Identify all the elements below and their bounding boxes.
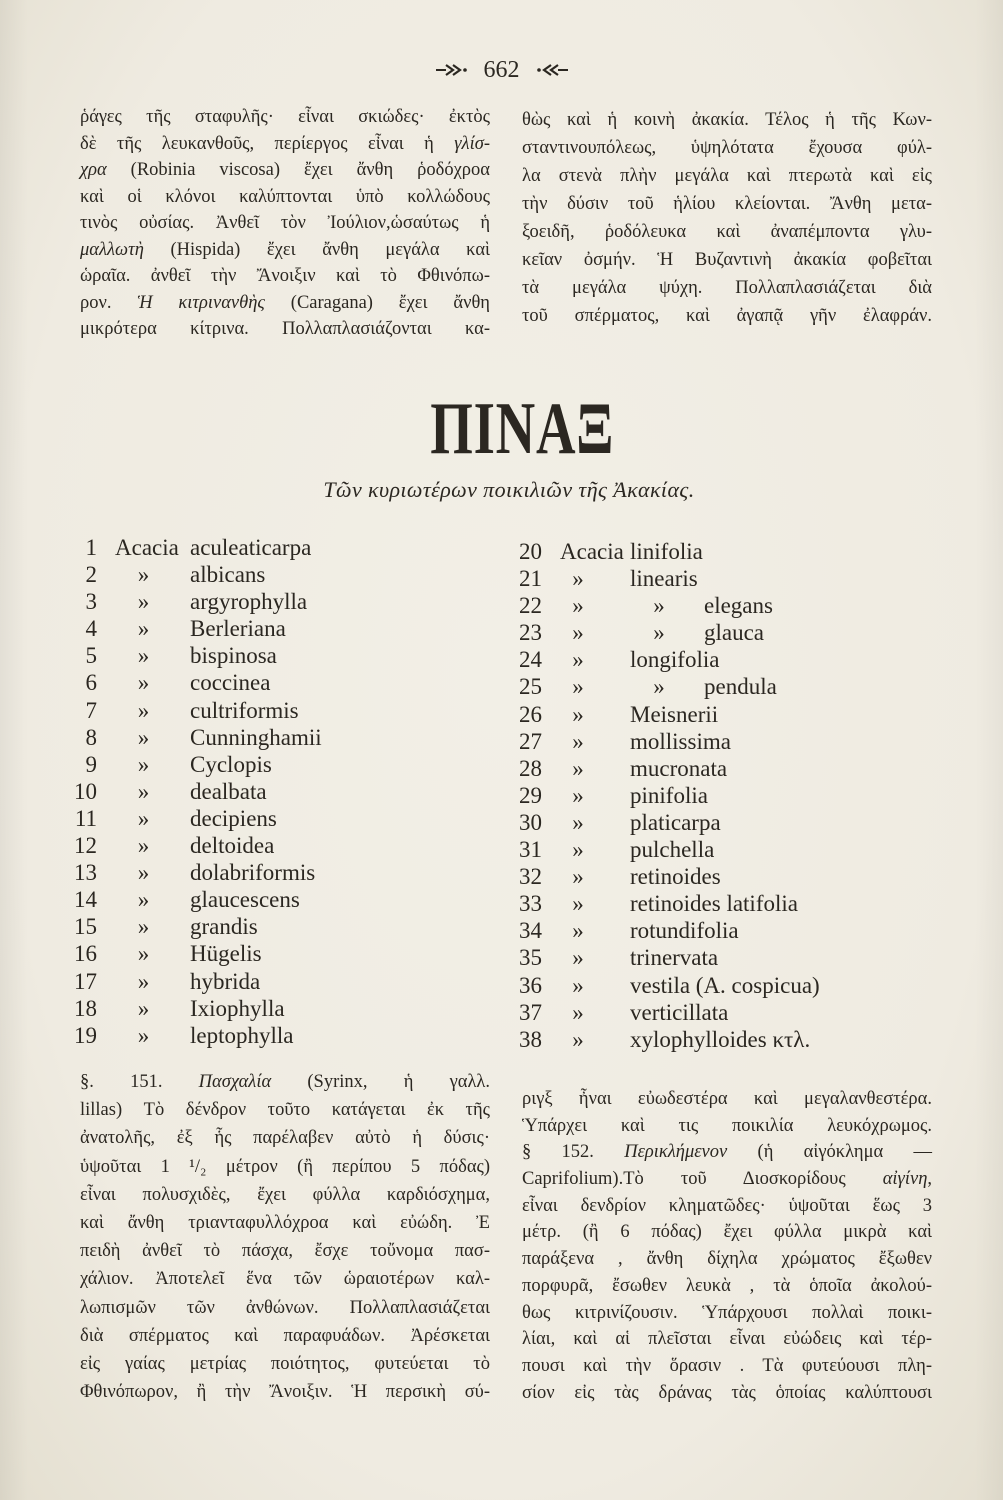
ditto-mark: » <box>572 837 584 863</box>
variety-name: albicans <box>190 562 266 588</box>
ditto-mark: » <box>572 755 584 781</box>
variety-number: 15 <box>74 914 97 940</box>
variety-number: 27 <box>519 728 542 754</box>
variety-number: 13 <box>74 860 97 886</box>
text-line <box>522 134 932 162</box>
ditto-mark: » <box>137 616 150 642</box>
variety-genus: Acacia <box>115 535 179 560</box>
text-line <box>80 1181 490 1209</box>
text-segment: lillas) Τὸ δένδρον τοῦτο κατάγεται ἐκ τῆς <box>80 1100 490 1121</box>
variety-name: Ixiophylla <box>190 995 285 1021</box>
variety-row <box>60 805 480 832</box>
variety-name: platicarpa <box>630 809 721 835</box>
variety-number: 35 <box>519 945 542 971</box>
variety-number: 34 <box>519 918 542 944</box>
text-segment: διὰ σπέρματος καὶ παραφυάδων. Ἀρέσκεται <box>80 1325 490 1346</box>
variety-number: 24 <box>519 647 542 673</box>
variety-name: dolabriformis <box>190 860 316 886</box>
text-segment: ριγξ ἦναι εὐωδεστέρα καὶ μεγαλανθεστέρα. <box>522 1089 932 1109</box>
variety-name: retinoides <box>630 864 721 890</box>
variety-row <box>500 944 940 971</box>
ditto-mark: » <box>137 778 150 804</box>
variety-number: 19 <box>74 1022 97 1048</box>
variety-name: argyrophylla <box>190 589 308 615</box>
variety-name: aculeaticarpa <box>190 535 312 560</box>
ditto-mark: » <box>572 1026 584 1052</box>
top-right-text-column <box>522 106 932 330</box>
variety-number: 8 <box>85 724 97 750</box>
text-segment: § 152. <box>522 1142 625 1163</box>
variety-row <box>500 592 940 619</box>
text-segment: δὲ τῆς λευκανθοῦς, περίεργος εἶναι ἡ <box>80 133 455 154</box>
text-segment: καὶ ἄνθη τριανταφυλλόχροα καὶ εὐώδη. Ἐ <box>80 1212 490 1233</box>
variety-row <box>60 859 480 886</box>
variety-name: mollissima <box>630 728 731 754</box>
variety-number: 18 <box>74 995 97 1021</box>
text-segment: τινὸς οὐσίας. Ἀνθεῖ τὸν Ἰούλιον,ὡσαύτως ἡ <box>80 213 490 233</box>
variety-name: vestila (A. cospicua) <box>630 972 820 998</box>
variety-name: hybrida <box>190 968 261 994</box>
ditto-mark: » <box>572 701 584 727</box>
ditto-mark: » <box>137 968 150 994</box>
text-segment: ῥάγες τῆς σταφυλῆς· εἶναι σκιώδες· ἐκτὸς <box>80 107 490 127</box>
text-segment: πορφυρᾶ, ἔσωθεν λευκὰ , τὰ ὁποῖα ἀκολού- <box>522 1275 932 1296</box>
variety-row <box>60 832 480 859</box>
text-segment: ὡραῖα. ἀνθεῖ τὴν Ἄνοιξιν καὶ τὸ Φθινόπω- <box>80 266 490 286</box>
text-line <box>80 104 490 131</box>
variety-number: 12 <box>74 833 97 859</box>
text-segment: μέτρ. (ἢ 6 πόδας) ἔχει φύλλα μικρὰ καὶ <box>522 1222 932 1243</box>
variety-name: elegans <box>704 593 773 619</box>
text-line <box>522 246 932 274</box>
variety-row <box>60 751 480 778</box>
ditto-mark: » <box>137 562 150 588</box>
text-line <box>80 1350 490 1378</box>
variety-number: 32 <box>519 864 542 890</box>
text-segment: τοῦ σπέρματος, καὶ ἀγαπᾷ γῆν ἐλαφράν. <box>522 306 932 326</box>
variety-number: 25 <box>519 674 542 700</box>
text-line <box>522 302 932 330</box>
variety-name: rotundifolia <box>630 918 739 944</box>
text-line <box>522 1139 932 1166</box>
page-number: 662 <box>483 57 520 84</box>
variety-number: 23 <box>519 620 542 646</box>
italic-text-segment: Πασχαλία <box>198 1072 272 1092</box>
variety-list-right <box>500 538 940 1053</box>
ditto-mark: » <box>137 670 150 696</box>
variety-name: cultriformis <box>190 697 299 723</box>
variety-name: glaucescens <box>190 887 300 913</box>
variety-name: Cunninghamii <box>190 724 322 750</box>
variety-row <box>500 782 940 809</box>
variety-name: mucronata <box>630 755 728 781</box>
italic-text-segment: Ἡ κιτρινανθὴς <box>137 292 265 313</box>
ditto-mark: » <box>572 728 584 754</box>
variety-number: 26 <box>519 701 542 727</box>
variety-number: 28 <box>519 755 542 781</box>
variety-number: 5 <box>85 643 97 669</box>
ditto-mark: » <box>572 918 584 944</box>
variety-row <box>60 940 480 967</box>
text-line <box>522 1326 932 1353</box>
text-line <box>522 1193 932 1220</box>
ditto-mark-second: » <box>653 674 665 700</box>
text-segment: εἶναι δενδρίον κληματῶδες· ὑψοῦται ἕως 3 <box>522 1195 932 1216</box>
text-segment: Caprifolium).Τὸ τοῦ Διοσκορίδους <box>522 1169 883 1190</box>
variety-row <box>60 534 480 561</box>
text-line <box>80 316 490 343</box>
text-segment: (ἡ αἰγόκλημα — <box>727 1142 932 1163</box>
text-line <box>522 1086 932 1113</box>
ditto-mark: » <box>572 972 584 998</box>
text-line <box>80 1294 490 1322</box>
ditto-mark: » <box>137 751 150 777</box>
text-line <box>522 218 932 246</box>
text-segment: λωπισμῶν τῶν ἀνθώνων. Πολλαπλασιάζεται <box>80 1297 490 1318</box>
text-segment: χάλιον. Ἀποτελεῖ ἕνα τῶν ὡραιοτέρων καλ- <box>80 1269 490 1290</box>
variety-number: 37 <box>519 999 542 1025</box>
bottom-right-text-column <box>522 1086 932 1406</box>
variety-number: 21 <box>519 566 542 592</box>
ditto-mark: » <box>572 945 584 971</box>
ditto-mark: » <box>572 620 584 646</box>
variety-name: xylophylloides κτλ. <box>630 1026 811 1052</box>
variety-name: Hügelis <box>190 941 262 967</box>
text-line <box>80 1124 490 1152</box>
text-line <box>80 1096 490 1124</box>
text-segment: μικρότερα κίτρινα. Πολλαπλασιάζονται κα- <box>80 319 490 339</box>
text-segment: εἰς γαίας μετρίας ποιότητος, φυτεύεται τὸ <box>80 1353 490 1374</box>
text-line <box>522 162 932 190</box>
text-line <box>80 131 490 158</box>
ditto-mark: » <box>137 724 150 750</box>
variety-number: 4 <box>85 616 97 642</box>
text-segment: πειδὴ ἀνθεῖ τὸ πάσχα, ἔσχε τοὔνομα πασ- <box>80 1241 490 1262</box>
variety-list-left <box>60 534 480 1049</box>
ornament-right-graphic <box>534 62 570 78</box>
text-line <box>522 1353 932 1380</box>
ditto-mark: » <box>137 1022 150 1048</box>
variety-name: pendula <box>704 674 777 700</box>
variety-row <box>60 669 480 696</box>
variety-number: 9 <box>85 751 97 777</box>
variety-number: 11 <box>74 805 97 831</box>
text-line <box>80 1322 490 1350</box>
variety-name: pinifolia <box>630 782 708 808</box>
text-segment: , <box>927 1169 932 1190</box>
ditto-mark: » <box>137 995 150 1021</box>
variety-row <box>60 913 480 940</box>
ditto-mark: » <box>137 697 150 723</box>
text-segment: σίον εἰς τὰς δράνας τὰς ὁποίας καλύπτουσι <box>522 1382 932 1403</box>
variety-name: linifolia <box>630 539 703 564</box>
variety-name: grandis <box>190 914 258 940</box>
variety-row <box>500 1026 940 1053</box>
ditto-mark: » <box>137 643 150 669</box>
variety-number: 6 <box>85 670 97 696</box>
text-line <box>80 1265 490 1293</box>
variety-row <box>500 538 940 565</box>
text-segment: ρον. <box>80 292 138 313</box>
text-segment: ἀνατολῆς, ἐξ ἧς παρέλαβεν αὐτὸ ἡ δύσις· <box>80 1128 490 1149</box>
text-segment: (Hispida) ἔχει ἄνθη μεγάλα καὶ <box>143 239 490 260</box>
variety-genus: Acacia <box>560 539 624 564</box>
variety-name: pulchella <box>630 837 715 863</box>
text-line <box>522 1113 932 1140</box>
variety-name: dealbata <box>190 778 267 804</box>
variety-name: Meisnerii <box>630 701 719 727</box>
variety-row <box>60 968 480 995</box>
top-left-text-column <box>80 104 490 343</box>
italic-text-segment: χρα <box>80 160 107 180</box>
italic-text-segment: Περικλήμενον <box>624 1142 728 1163</box>
text-segment: (Robinia viscosa) ἔχει ἄνθη ῥοδόχροα <box>106 160 490 180</box>
text-line <box>80 184 490 211</box>
variety-name: deltoidea <box>190 833 275 859</box>
text-line <box>80 1378 490 1406</box>
variety-row <box>500 917 940 944</box>
italic-text-segment: γλίσ- <box>454 133 490 154</box>
text-line <box>80 1153 490 1181</box>
table-subtitle: Τῶν κυριωτέρων ποικιλιῶν τῆς Ἀκακίας. <box>323 477 695 502</box>
table-title-box <box>372 388 672 470</box>
italic-text-segment: αἰγίνη <box>882 1169 928 1190</box>
variety-name: glauca <box>704 620 765 646</box>
text-segment: λα στενὰ πλὴν μεγάλα καὶ πτερωτὰ καὶ εἰς <box>522 166 932 186</box>
ditto-mark: » <box>137 833 150 859</box>
variety-row <box>500 565 940 592</box>
text-segment: §. 151. <box>80 1072 199 1092</box>
ditto-mark-second: » <box>653 593 665 619</box>
ornament-right-icon <box>534 62 570 78</box>
text-segment: κεῖαν ὀσμήν. Ἡ Βυζαντινὴ ἀκακία φοβεῖται <box>522 250 932 270</box>
ditto-mark: » <box>572 782 584 808</box>
variety-row <box>60 561 480 588</box>
variety-row <box>500 863 940 890</box>
text-line <box>522 1166 932 1193</box>
text-line <box>80 1068 490 1096</box>
text-segment: Φθινόπωρον, ἢ τὴν Ἄνοιξιν. Ἡ περσικὴ σύ- <box>80 1382 490 1403</box>
variety-number: 29 <box>519 782 542 808</box>
italic-text-segment: μαλλωτὴ <box>80 239 144 260</box>
text-line <box>522 1380 932 1407</box>
ditto-mark: » <box>137 589 150 615</box>
variety-name: leptophylla <box>190 1022 294 1048</box>
variety-row <box>60 588 480 615</box>
ornament-left-graphic <box>434 62 470 78</box>
variety-row <box>500 890 940 917</box>
variety-name: Berleriana <box>190 616 286 642</box>
text-line <box>80 237 490 264</box>
variety-number: 14 <box>74 887 97 913</box>
text-segment: σταντινουπόλεως, ὑψηλότατα ἔχουσα φύλ- <box>522 138 932 158</box>
variety-number: 38 <box>519 1026 542 1052</box>
text-line <box>522 1300 932 1327</box>
ditto-mark-second: » <box>653 620 665 646</box>
ditto-mark: » <box>137 941 150 967</box>
variety-number: 16 <box>74 941 97 967</box>
bottom-left-text-column <box>80 1068 490 1406</box>
ditto-mark: » <box>572 891 584 917</box>
variety-number: 10 <box>74 778 97 804</box>
text-segment: καὶ οἱ κλόνοι καλύπτονται ὑπὸ κολλώδους <box>80 186 490 207</box>
text-line <box>80 1237 490 1265</box>
ditto-mark: » <box>137 805 150 831</box>
text-segment: ὑψοῦται 1 ¹/₂ μέτρον (ἢ περίπου 5 πόδας) <box>80 1156 490 1177</box>
variety-row <box>60 724 480 751</box>
ditto-mark: » <box>572 674 584 700</box>
ditto-mark: » <box>572 566 584 592</box>
ornament-left-icon <box>434 62 470 78</box>
text-segment: τὰ μεγάλα ψύχη. Πολλαπλασιάζεται διὰ <box>522 278 932 298</box>
variety-name: decipiens <box>190 805 277 831</box>
variety-name: verticillata <box>630 999 729 1025</box>
variety-row <box>500 972 940 999</box>
variety-number: 3 <box>85 589 97 615</box>
ditto-mark: » <box>572 809 584 835</box>
variety-row <box>60 615 480 642</box>
variety-name: longifolia <box>630 647 720 673</box>
variety-number: 33 <box>519 891 542 917</box>
variety-number: 2 <box>85 562 97 588</box>
table-title: ΠΙΝΑΞ <box>430 388 614 470</box>
variety-row <box>60 697 480 724</box>
text-line <box>80 1209 490 1237</box>
variety-name: Cyclopis <box>190 751 272 777</box>
text-line <box>80 263 490 290</box>
text-line <box>80 210 490 237</box>
variety-number: 20 <box>519 539 542 564</box>
variety-number: 17 <box>74 968 97 994</box>
variety-row <box>500 619 940 646</box>
ditto-mark: » <box>572 999 584 1025</box>
variety-row <box>500 755 940 782</box>
variety-row <box>500 999 940 1026</box>
variety-number: 31 <box>519 837 542 863</box>
variety-row <box>500 836 940 863</box>
text-segment: (Syrinx, ἡ γαλλ. <box>271 1072 491 1092</box>
text-line <box>522 1273 932 1300</box>
variety-row <box>60 1022 480 1049</box>
ditto-mark: » <box>137 914 150 940</box>
variety-number: 22 <box>519 593 542 619</box>
ditto-mark: » <box>572 647 584 673</box>
variety-number: 36 <box>519 972 542 998</box>
variety-row <box>60 778 480 805</box>
text-segment: θως κιτρινίζουσιν. Ὑπάρχουσι πολλαὶ ποικι- <box>522 1302 932 1323</box>
text-segment: πουσι καὶ τὴν ὅρασιν . Τὰ φυτεύουσι πλη- <box>522 1355 932 1376</box>
text-line <box>80 157 490 184</box>
variety-name: bispinosa <box>190 643 277 669</box>
text-line <box>522 1219 932 1246</box>
variety-number: 7 <box>85 697 97 723</box>
text-line <box>522 190 932 218</box>
variety-row <box>500 809 940 836</box>
variety-row <box>60 886 480 913</box>
ditto-mark: » <box>572 593 584 619</box>
ditto-mark: » <box>572 864 584 890</box>
ditto-mark: » <box>137 860 150 886</box>
variety-row <box>500 728 940 755</box>
variety-number: 1 <box>85 535 97 560</box>
variety-row <box>500 646 940 673</box>
text-line <box>80 290 490 317</box>
text-line <box>522 1246 932 1273</box>
text-segment: (Caragana) ἔχει ἄνθη <box>264 292 490 313</box>
text-segment: λίαι, καὶ αἱ πλεῖσται εἶναι εὐώδεις καὶ τέρ- <box>522 1329 932 1350</box>
page-header <box>0 52 1003 86</box>
variety-row <box>60 642 480 669</box>
variety-name: linearis <box>630 566 698 592</box>
variety-name: retinoides latifolia <box>630 891 798 917</box>
variety-row <box>500 701 940 728</box>
text-segment: τὴν δύσιν τοῦ ἡλίου κλείονται. Ἄνθη μετα- <box>522 194 932 214</box>
text-segment: παράξενα , ἄνθη δίχηλα χρώματος ἔξωθεν <box>522 1249 932 1270</box>
variety-number: 30 <box>519 809 542 835</box>
ditto-mark: » <box>137 887 150 913</box>
text-segment: θὼς καὶ ἡ κοινὴ ἀκακία. Τέλος ἡ τῆς Κων- <box>522 110 932 130</box>
text-line <box>522 106 932 134</box>
variety-name: trinervata <box>630 945 719 971</box>
variety-name: coccinea <box>190 670 271 696</box>
variety-row <box>60 995 480 1022</box>
text-line <box>522 274 932 302</box>
text-segment: Ὑπάρχει καὶ τις ποικιλία λευκόχρωμος. <box>522 1115 932 1136</box>
text-segment: εἶναι πολυσχιδὲς, ἔχει φύλλα καρδιόσχημα, <box>80 1184 490 1205</box>
text-segment: ξοειδῆ, ῥοδόλευκα καὶ ἀναπέμποντα γλυ- <box>522 222 932 242</box>
variety-row <box>500 673 940 700</box>
